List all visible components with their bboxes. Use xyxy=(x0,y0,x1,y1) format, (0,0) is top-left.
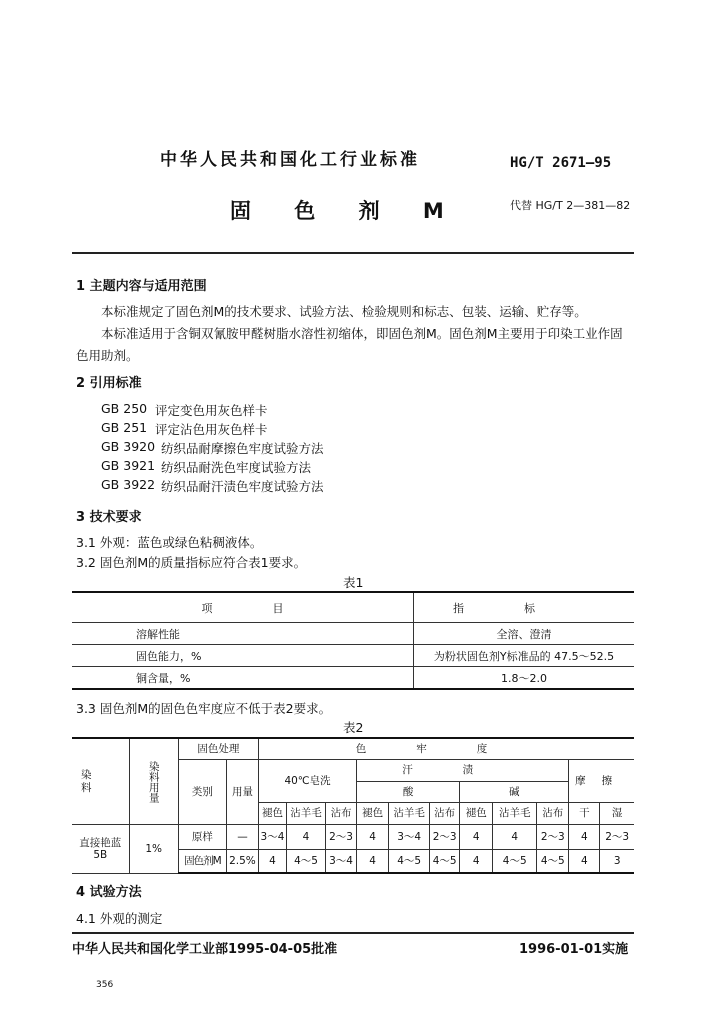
ref-title: 纺织品耐摩擦色牢度试验方法 xyxy=(161,441,324,456)
table-2-caption: 表2 xyxy=(343,720,364,735)
dye-dosage-cell: 1% xyxy=(129,825,178,874)
section-1-para-2: 本标准适用于含铜双氰胺甲醛树脂水溶性初缩体，即固色剂M。固色剂M主要用于印染工业作固 xyxy=(101,326,623,341)
col-header-dye: 染料 xyxy=(72,738,129,825)
table-cell: 铜含量，% xyxy=(72,667,414,690)
col-header-acid: 酸 xyxy=(357,782,460,803)
ref-code: GB 3920 xyxy=(101,439,156,454)
table-cell: 4～5 xyxy=(430,850,460,874)
col-header-fade: 褪色 xyxy=(460,803,493,825)
clause-4-1: 4.1 外观的测定 xyxy=(76,911,163,926)
table-cell: 4 xyxy=(357,850,389,874)
fastness-table xyxy=(72,737,634,874)
table-cell: 2～3 xyxy=(326,825,357,850)
ref-title: 纺织品耐洗色牢度试验方法 xyxy=(161,460,312,475)
col-header-cotton-stain: 沾布 xyxy=(537,803,569,825)
table-row xyxy=(72,623,634,645)
page-number: 356 xyxy=(96,980,114,990)
ref-title: 评定变色用灰色样卡 xyxy=(155,403,268,418)
col-header-wet: 湿 xyxy=(600,803,634,825)
section-1-heading: 1 主题内容与适用范围 xyxy=(76,279,207,294)
quality-index-table xyxy=(72,591,634,690)
table-cell: 3 xyxy=(600,850,634,874)
col-header-wool-stain: 沾羊毛 xyxy=(493,803,537,825)
table-header-item: 项目 xyxy=(72,592,414,623)
table-cell: 4～5 xyxy=(493,850,537,874)
ref-code: GB 3922 xyxy=(101,477,156,492)
table-cell: 全溶、澄清 xyxy=(414,623,635,645)
table-cell: 2～3 xyxy=(600,825,634,850)
table-1-caption: 表1 xyxy=(343,575,364,590)
col-header-cotton-stain: 沾布 xyxy=(326,803,357,825)
col-header-fixing: 固色处理 xyxy=(178,738,258,760)
section-2-heading: 2 引用标准 xyxy=(76,376,142,391)
ref-code: GB 3921 xyxy=(101,458,156,473)
table-cell: 4 xyxy=(460,850,493,874)
col-header-amount: 用量 xyxy=(226,760,258,825)
standard-number: HG/T 2671—95 xyxy=(510,155,612,171)
table-cell: 4 xyxy=(287,825,326,850)
table-cell: 3～4 xyxy=(258,825,286,850)
col-header-dry: 干 xyxy=(569,803,600,825)
col-header-type: 类别 xyxy=(178,760,226,825)
table-cell: 2～3 xyxy=(537,825,569,850)
clause-3-3: 3.3 固色剂M的固色色牢度应不低于表2要求。 xyxy=(76,701,332,716)
effective-date: 1996-01-01实施 xyxy=(519,942,629,957)
table-cell: 固色剂M xyxy=(178,850,226,874)
table-cell: 固色能力，% xyxy=(72,645,414,667)
section-4-heading: 4 试验方法 xyxy=(76,885,142,900)
col-header-dye-dosage: 染料用量 xyxy=(129,738,178,825)
section-1-para-1: 本标准规定了固色剂M的技术要求、试验方法、检验规则和标志、包装、运输、贮存等。 xyxy=(101,304,587,319)
ref-title: 纺织品耐汗渍色牢度试验方法 xyxy=(161,479,324,494)
table-cell: — xyxy=(226,825,258,850)
clause-3-2: 3.2 固色剂M的质量指标应符合表1要求。 xyxy=(76,555,307,570)
table-cell: 为粉状固色剂Y标准品的 47.5～52.5 xyxy=(414,645,635,667)
table-cell: 4 xyxy=(460,825,493,850)
table-cell: 2.5% xyxy=(226,850,258,874)
standard-category-title: 中华人民共和国化工行业标准 xyxy=(160,150,420,170)
col-header-cotton-stain: 沾布 xyxy=(430,803,460,825)
col-header-soap-wash: 40℃皂洗 xyxy=(258,760,356,803)
col-header-fade: 褪色 xyxy=(357,803,389,825)
table-row xyxy=(72,645,634,667)
approval-note: 中华人民共和国化学工业部1995-04-05批准 xyxy=(72,942,338,957)
col-header-fade: 褪色 xyxy=(258,803,286,825)
ref-code: GB 251 xyxy=(101,420,148,435)
col-header-rubbing: 摩擦 xyxy=(569,760,634,803)
col-header-wool-stain: 沾羊毛 xyxy=(287,803,326,825)
table-cell: 4～5 xyxy=(389,850,430,874)
ref-code: GB 250 xyxy=(101,401,148,416)
table-row xyxy=(72,667,634,690)
table-cell: 2～3 xyxy=(430,825,460,850)
table-cell: 3～4 xyxy=(326,850,357,874)
table-cell: 4 xyxy=(493,825,537,850)
table-row xyxy=(72,825,634,850)
table-cell: 4 xyxy=(258,850,286,874)
clause-3-1: 3.1 外观：蓝色或绿色粘稠液体。 xyxy=(76,535,263,550)
dye-name-cell: 直接艳蓝 5B xyxy=(72,825,129,874)
table-cell: 4 xyxy=(569,850,600,874)
col-header-perspiration: 汗渍 xyxy=(357,760,569,782)
section-1-para-2-cont: 色用助剂。 xyxy=(76,348,139,363)
table-header-index: 指标 xyxy=(414,592,635,623)
footer-rule xyxy=(72,932,634,934)
section-3-heading: 3 技术要求 xyxy=(76,510,142,525)
ref-title: 评定沾色用灰色样卡 xyxy=(155,422,268,437)
replaces-note: 代替 HG/T 2—381—82 xyxy=(510,199,631,212)
table-cell: 1.8～2.0 xyxy=(414,667,635,690)
table-cell: 4～5 xyxy=(537,850,569,874)
header-rule xyxy=(72,252,634,254)
col-header-alkali: 碱 xyxy=(460,782,569,803)
standard-name: 固 色 剂 M xyxy=(230,199,462,223)
table-cell: 原样 xyxy=(178,825,226,850)
table-cell: 4 xyxy=(357,825,389,850)
table-cell: 4～5 xyxy=(287,850,326,874)
col-header-wool-stain: 沾羊毛 xyxy=(389,803,430,825)
col-header-fastness: 色牢度 xyxy=(258,738,634,760)
table-cell: 4 xyxy=(569,825,600,850)
table-cell: 3～4 xyxy=(389,825,430,850)
table-cell: 溶解性能 xyxy=(72,623,414,645)
